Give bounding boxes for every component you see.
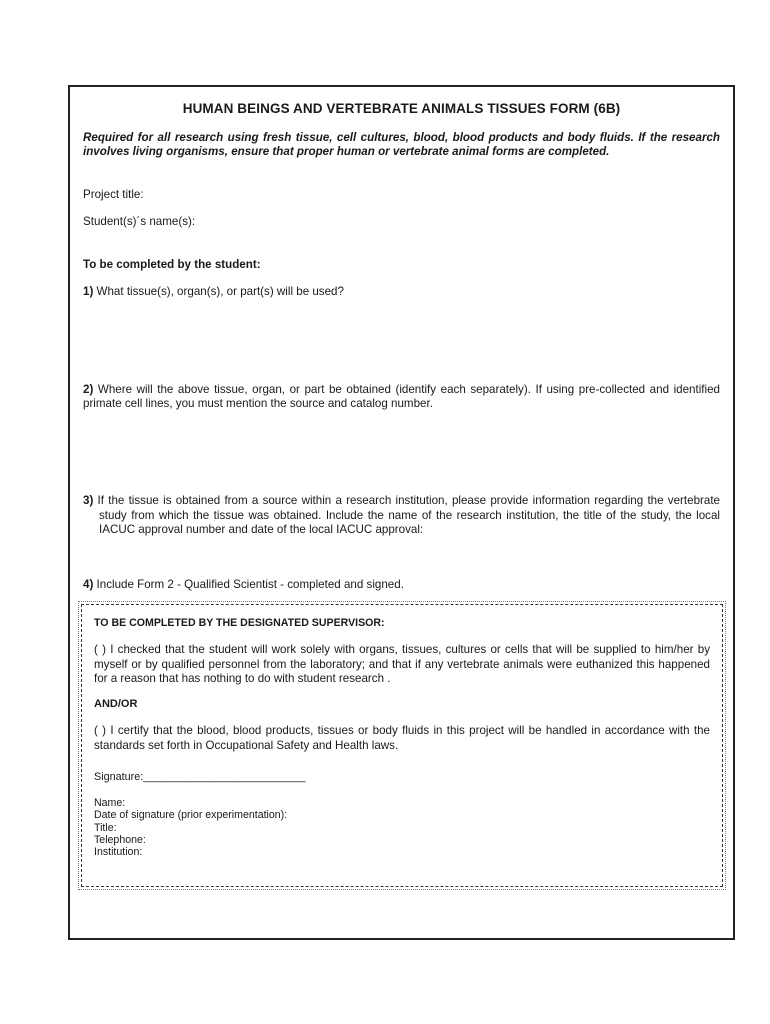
name-field-label: Name: [94, 797, 126, 809]
supervisor-statement-2: ( ) I certify that the blood, blood products, tissues or body fluids in this project will be handled in accordance with the standards set forth in Occupational Safety and Health laws. [94, 724, 710, 752]
supervisor-fields [94, 797, 710, 858]
question-4 [83, 578, 720, 592]
question-3-number: 3) [83, 494, 94, 507]
question-2-number: 2) [83, 383, 94, 396]
question-4-text: Include Form 2 - Qualified Scientist - completed and signed. [93, 578, 404, 591]
supervisor-heading: TO BE COMPLETED BY THE DESIGNATED SUPERVISOR: [94, 617, 385, 629]
question-2 [83, 383, 720, 411]
question-3 [83, 494, 720, 538]
signature-line: Signature:___________________________ [94, 771, 306, 783]
question-2-text: Where will the above tissue, organ, or part be obtained (identify each separately). If using pre-collected and identified primate cell lines, you must mention the source and catalog number. [83, 383, 720, 410]
students-name-label: Student(s)´s name(s): [83, 215, 196, 228]
title-field-label: Title: [94, 821, 117, 834]
question-1 [83, 285, 720, 299]
date-field-label: Date of signature (prior experimentation): [94, 809, 288, 822]
student-section-heading: To be completed by the student: [83, 258, 261, 271]
andor-label: AND/OR [94, 698, 138, 710]
telephone-field-label: Telephone: [94, 833, 146, 846]
project-title-label: Project title: [83, 188, 144, 201]
form-frame [68, 85, 735, 940]
question-4-number: 4) [83, 578, 94, 591]
supervisor-box [81, 604, 723, 887]
question-1-text: What tissue(s), organ(s), or part(s) will be used? [93, 285, 344, 298]
institution-field-label: Institution: [94, 846, 143, 859]
supervisor-statement-1: ( ) I checked that the student will work solely with organs, tissues, cultures or cells that will be supplied to him/her by myself or by qualified personnel from the laboratory; and that if any vertebrate animals were euthanized this happened for a reason that has nothing to do with student research . [94, 643, 710, 685]
form-intro: Required for all research using fresh tissue, cell cultures, blood, blood products and body fluids. If the research involves living organisms, ensure that proper human or vertebrate animal forms are completed. [83, 131, 720, 158]
question-1-number: 1) [83, 285, 94, 298]
question-3-text: If the tissue is obtained from a source within a research institution, please provide information regarding the vertebrate study from which the tissue was obtained. Include the name of the research institution, the title of the study, the local IACUC approval number and date of the local IACUC approval: [93, 494, 720, 536]
form-title: HUMAN BEINGS AND VERTEBRATE ANIMALS TISSUES FORM (6B) [182, 101, 621, 116]
